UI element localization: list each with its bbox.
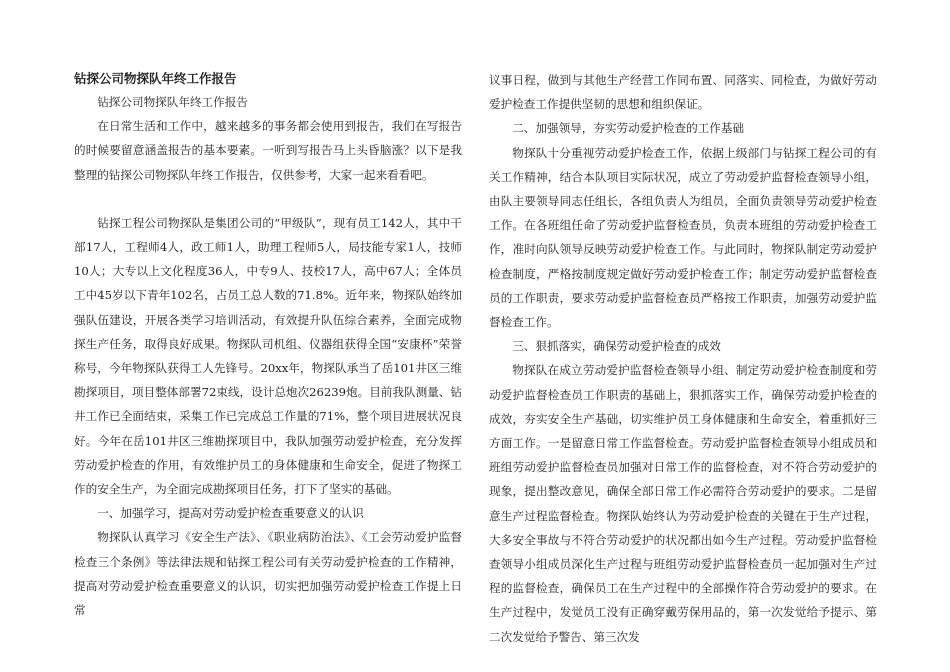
right-column	[489, 68, 877, 649]
body-paragraph: 物探队认真学习《安全生产法》、《职业病防治法》、《工会劳动爱护监督检查三个条例》等法律法规和钻探工程公司有关劳动爱护检查的工作精神，提高对劳动爱护检查重要意义的认识，切实把加强劳动爱护检查工作提上日常	[74, 530, 462, 618]
section-heading: 二、加强领导，夯实劳动爱护检查的工作基础	[512, 121, 745, 136]
intro-paragraph: 在日常生活和工作中，越来越多的事务都会使用到报告，我们在写报告的时候要留意涵盖报告的基本要素。一听到写报告马上头昏脑涨？以下是我整理的钻探公司物探队年终工作报告，仅供参考，大家一起来看看吧。	[74, 119, 462, 182]
paragraph-gap	[74, 187, 462, 211]
body-paragraph: 物探队十分重视劳动爱护检查工作，依据上级部门与钻探工程公司的有关工作精神，结合本队项目实际状况，成立了劳动爱护监督检查领导小组，由队主要领导同志任组长，各组负责人为组员，全面负责领导劳动爱护检查工作。在各班组任命了劳动爱护监督检查员，负责本班组的劳动爱护检查工作，准时向队领导反映劳动爱护检查工作。与此同时，物探队制定劳动爱护检查制度，严格按制度规定做好劳动爱护检查工作；制定劳动爱护监督检查员的工作职责，要求劳动爱护监督检查员严格按工作职责，加强劳动爱护监督检查工作。	[489, 145, 877, 330]
subtitle: 钻探公司物探队年终工作报告	[97, 95, 248, 109]
left-column	[74, 68, 462, 622]
section-heading: 三、狠抓落实，确保劳动爱护检查的成效	[512, 339, 721, 354]
body-paragraph: 物探队在成立劳动爱护监督检查领导小组、制定劳动爱护检查制度和劳动爱护监督检查员工作职责的基础上，狠抓落实工作，确保劳动爱护检查的成效，夯实安全生产基础，切实维护员工身体健康和生命安全，着重抓好三方面工作。一是留意日常工作监督检查。劳动爱护监督检查领导小组成员和班组劳动爱护监督检查员加强对日常工作的监督检查，对不符合劳动爱护的现象，提出整改意见，确保全部日常工作必需符合劳动爱护的要求。二是留意生产过程监督检查。物探队始终认为劳动爱护检查的关键在于生产过程，大多安全事故与不符合劳动爱护的状况都出如今生产过程。劳动爱护监督检查领导小组成员深化生产过程与班组劳动爱护监督检查员一起加强对生产过程的监督检查，确保员工在生产过程中的全部操作符合劳动爱护的要求。在生产过程中，发觉员工没有正确穿戴劳保用品的，第一次发觉给予提示、第二次发觉给予警告、第三次发	[489, 363, 877, 644]
body-paragraph: 钻探工程公司物探队是集团公司的“甲级队”，现有员工142人，其中干部17人，工程师4人，政工师1人，助理工程师5人，局技能专家1人，技师10人；大专以上文化程度36人，中专9人、技校17人，高中67人；全体员工中45岁以下青年102名，占员工总人数的71.8%。近年来，物探队始终加强队伍建设，开展各类学习培训活动，有效提升队伍综合素养，全面完成物探生产任务，取得良好成果。物探队司机组、仪器组获得全国“安康杯”荣誉称号，今年物探队获得工人先锋号。20xx年，物探队承当了岳101井区三维勘探项目，项目整体部署72束线，设计总炮次26239炮。目前我队测量、钻井工作已全面结束，采集工作已完成总工作量的71%，整个项目进展状况良好。今年在岳101井区三维勘探项目中，我队加强劳动爱护检查，充分发挥劳动爱护检查的作用，有效维护员工的身体健康和生命安全，促进了物探工作的安全生产，为全面完成勘探项目任务，打下了坚实的基础。	[74, 215, 462, 497]
body-paragraph-continued: 议事日程，做到与其他生产经营工作同布置、同落实、同检查，为做好劳动爱护检查工作提供坚韧的思想和组织保证。	[489, 73, 877, 112]
section-heading: 一、加强学习，提高对劳动爱护检查重要意义的认识	[97, 506, 364, 521]
document-title: 钻探公司物探队年终工作报告	[74, 71, 237, 86]
